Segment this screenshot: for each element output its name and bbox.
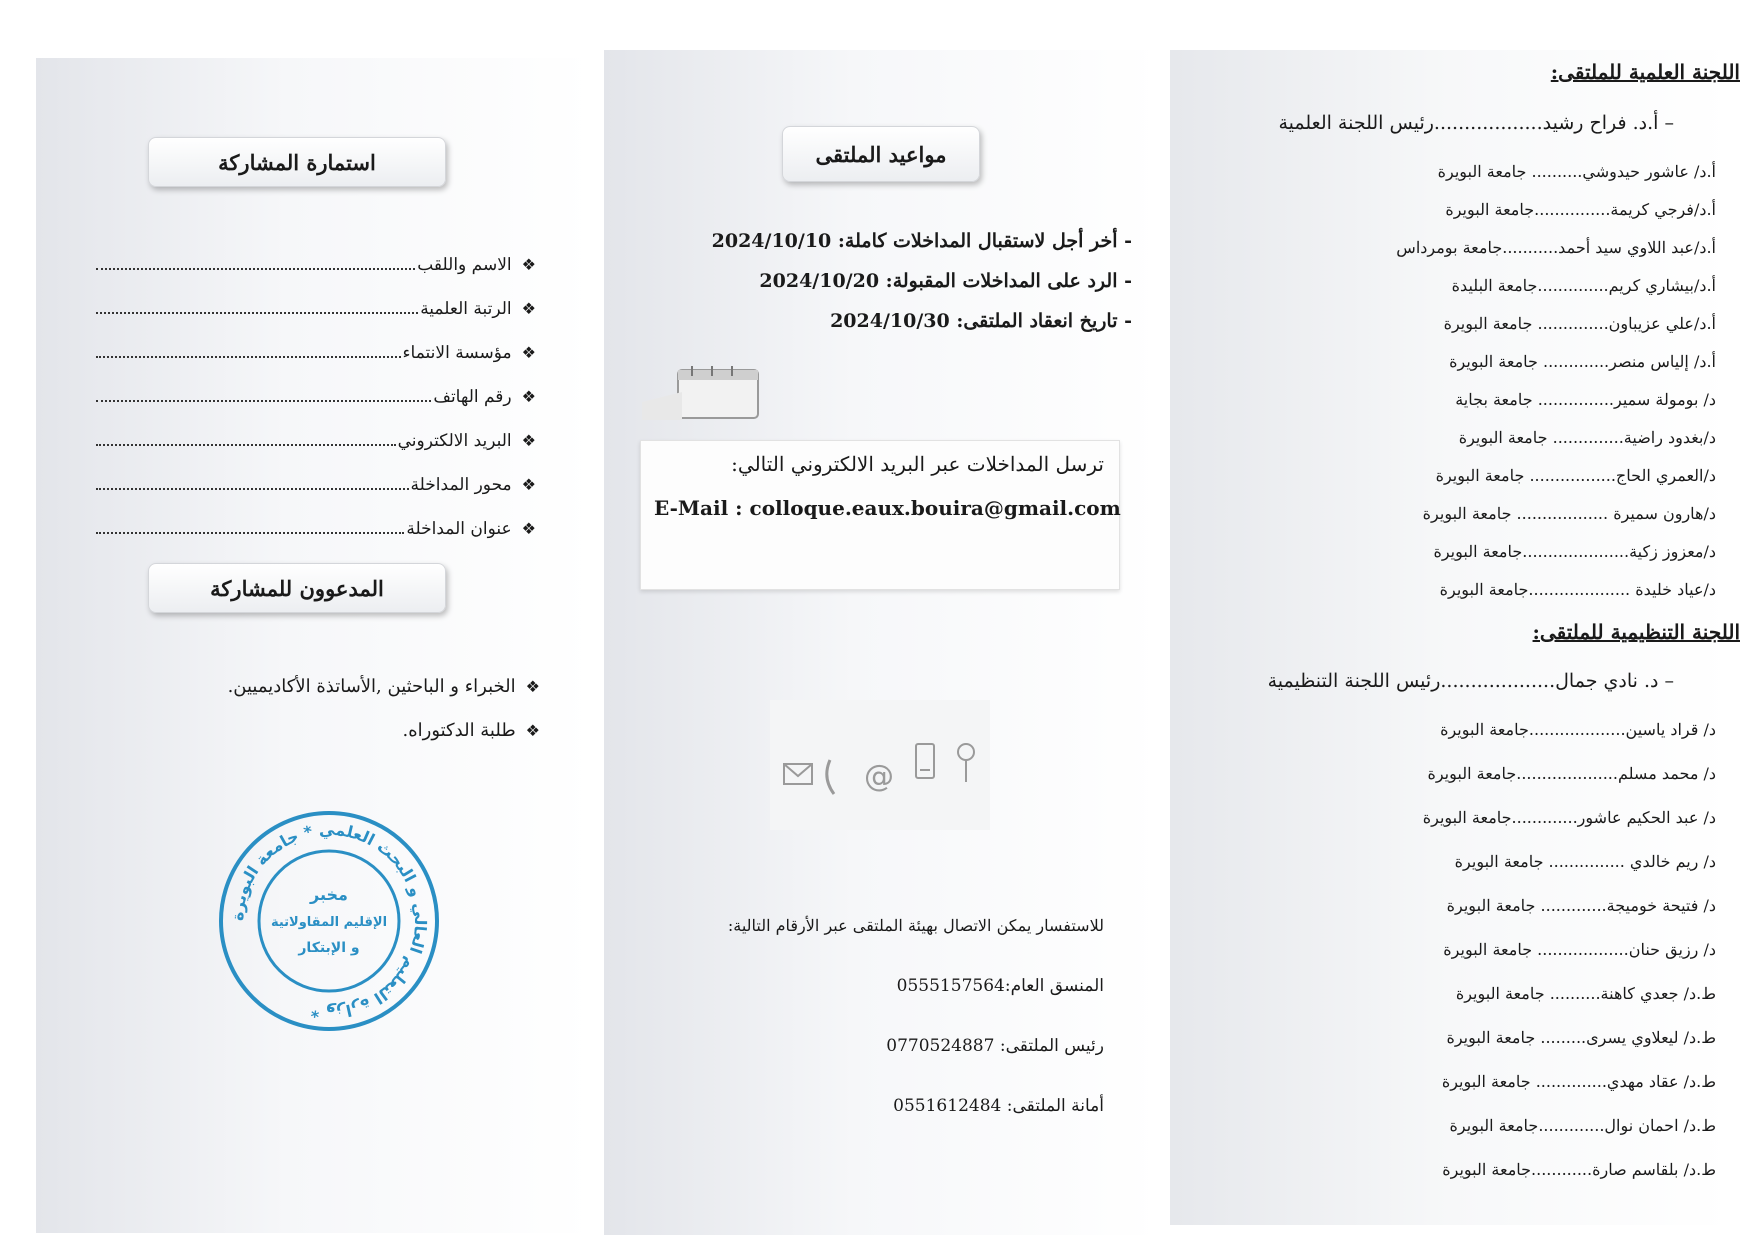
form-field-institution: ❖ مؤسسة الانتماء bbox=[96, 342, 536, 363]
organizing-member: د/ محمد مسلم....................جامعة البويرة bbox=[1427, 764, 1716, 783]
organizing-member: د/ عبد الحكيم عاشور.............جامعة البويرة bbox=[1422, 808, 1716, 827]
form-field-axis: ❖ محور المداخلة bbox=[96, 474, 536, 495]
scientific-member: د/معزوز زكية.....................جامعة البويرة bbox=[1433, 542, 1716, 561]
participation-form-title: استمارة المشاركة bbox=[148, 137, 446, 187]
at-icon bbox=[864, 759, 894, 794]
stamp-outer-text: وزارة التعليم العالي و البحث العلمي * جامعة البويرة * bbox=[227, 819, 431, 1023]
bullet-icon: ❖ bbox=[525, 677, 540, 696]
bullet-icon: ❖ bbox=[521, 431, 536, 450]
organizing-member: ط.د/ عقاد مهدي.............. جامعة البويرة bbox=[1441, 1072, 1716, 1091]
scientific-committee-title: اللجنة العلمية للملتقى: bbox=[1550, 60, 1740, 84]
scientific-member: د/بغدود راضية.............. جامعة البويرة bbox=[1458, 428, 1716, 447]
scientific-member: أ.د/عبد اللاوي سيد أحمد...........جامعة بومرداس bbox=[1396, 238, 1716, 257]
organizing-committee-chair: – د. نادي جمال...................رئيس اللجنة التنظيمية bbox=[1267, 670, 1674, 692]
date-item: - أخر أجل لاستقبال المداخلات كاملة: 2024/10/10 bbox=[711, 230, 1132, 252]
form-field-name: ❖ الاسم واللقب bbox=[96, 254, 536, 275]
date-item: - الرد على المداخلات المقبولة: 2024/10/20 bbox=[759, 270, 1132, 292]
left-panel bbox=[36, 58, 591, 1233]
bullet-icon: ❖ bbox=[525, 721, 540, 740]
scientific-committee-chair: – أ.د. فراح رشيد..................رئيس اللجنة العلمية bbox=[1278, 112, 1674, 134]
form-field-email: ❖ البريد الالكتروني bbox=[96, 430, 536, 451]
invitees-title: المدعوون للمشاركة bbox=[148, 563, 446, 613]
bullet-icon: ❖ bbox=[521, 255, 536, 274]
organizing-member: ط.د/ احمان نوال.............جامعة البويرة bbox=[1449, 1116, 1716, 1135]
organizing-committee-title: اللجنة التنظيمية للملتقى: bbox=[1532, 620, 1740, 644]
organizing-member: ط.د/ ليعلاوي يسرى......... جامعة البويرة bbox=[1446, 1028, 1716, 1047]
stamp-inner-line: الإقليم المقاولاتية bbox=[270, 915, 388, 930]
organizing-member: د/ قراد ياسين...................جامعة البويرة bbox=[1440, 720, 1716, 739]
date-item: - تاريخ انعقاد الملتقى: 2024/10/30 bbox=[830, 310, 1132, 332]
contact-secretariat: أمانة الملتقى: 0551612484 bbox=[893, 1096, 1104, 1116]
scientific-member: أ.د/فرجي كريمة...............جامعة البويرة bbox=[1445, 200, 1716, 219]
stamp-graphic bbox=[216, 808, 442, 1034]
bullet-icon: ❖ bbox=[521, 387, 536, 406]
middle-panel bbox=[604, 50, 1159, 1235]
invitee-item: ❖الخبراء و الباحثين ,الأساتذة الأكاديميين. bbox=[227, 676, 540, 697]
fill-line bbox=[96, 254, 415, 270]
calendar-icon bbox=[642, 362, 772, 424]
bullet-icon: ❖ bbox=[521, 475, 536, 494]
organizing-member: د/ ريم خالدي ............... جامعة البويرة bbox=[1454, 852, 1716, 871]
fill-line bbox=[96, 518, 404, 534]
scientific-member: أ.د/ إلياس منصر............. جامعة البويرة bbox=[1449, 352, 1716, 371]
organizing-member: ط.د/ جعدي كاهنة.......... جامعة البويرة bbox=[1455, 984, 1716, 1003]
scientific-member: أ.د/بيشاري كريم..............جامعة البليدة bbox=[1451, 276, 1716, 295]
contact-coordinator: المنسق العام:0555157564 bbox=[896, 976, 1104, 996]
organizing-member: د/ فتيحة خوميجة............. جامعة البويرة bbox=[1446, 896, 1716, 915]
svg-text:@: @ bbox=[864, 759, 894, 794]
scientific-member: أ.د/علي عزيباون.............. جامعة البويرة bbox=[1443, 314, 1716, 333]
stamp-inner-line: مخبر bbox=[310, 885, 348, 904]
fill-line bbox=[96, 474, 409, 490]
scientific-member: د/العمري الحاج................. جامعة البويرة bbox=[1435, 466, 1716, 485]
scientific-member: د/عياد خليدة ....................جامعة البويرة bbox=[1439, 580, 1716, 599]
scientific-member: أ.د/ عاشور حيدوشي.......... جامعة البويرة bbox=[1437, 162, 1716, 181]
fill-line bbox=[96, 298, 418, 314]
scientific-member: د/ بومولة سمير............... جامعة بجاية bbox=[1455, 390, 1716, 409]
bullet-icon: ❖ bbox=[521, 519, 536, 538]
bullet-icon: ❖ bbox=[521, 343, 536, 362]
organizing-member: د/ رزيق حنان.................. جامعة البويرة bbox=[1443, 940, 1716, 959]
email-address[interactable]: E-Mail : colloque.eaux.bouira@gmail.com bbox=[654, 496, 1121, 520]
contact-intro: للاستفسار يمكن الاتصال بهيئة الملتقى عبر الأرقام التالية: bbox=[727, 916, 1104, 935]
stamp-inner-line: و الإبتكار bbox=[298, 940, 360, 956]
fill-line bbox=[96, 430, 396, 446]
form-field-rank: ❖ الرتبة العلمية bbox=[96, 298, 536, 319]
email-intro: ترسل المداخلات عبر البريد الالكتروني التالي: bbox=[731, 452, 1104, 476]
invitee-item: ❖طلبة الدكتوراه. bbox=[402, 720, 540, 741]
contact-chair: رئيس الملتقى: 0770524887 bbox=[886, 1036, 1104, 1056]
organizing-member: ط.د/ بلقاسم صارة............جامعة البويرة bbox=[1442, 1160, 1716, 1179]
scientific-member: د/هارون سميرة .................. جامعة البويرة bbox=[1422, 504, 1716, 523]
fill-line bbox=[96, 386, 431, 402]
bullet-icon: ❖ bbox=[521, 299, 536, 318]
dates-title: مواعيد الملتقى bbox=[782, 126, 980, 182]
form-field-title: ❖ عنوان المداخلة bbox=[96, 518, 536, 539]
contact-icons bbox=[770, 700, 990, 830]
laboratory-stamp bbox=[216, 808, 442, 1034]
form-field-phone: ❖ رقم الهاتف bbox=[96, 386, 536, 407]
fill-line bbox=[96, 342, 401, 358]
